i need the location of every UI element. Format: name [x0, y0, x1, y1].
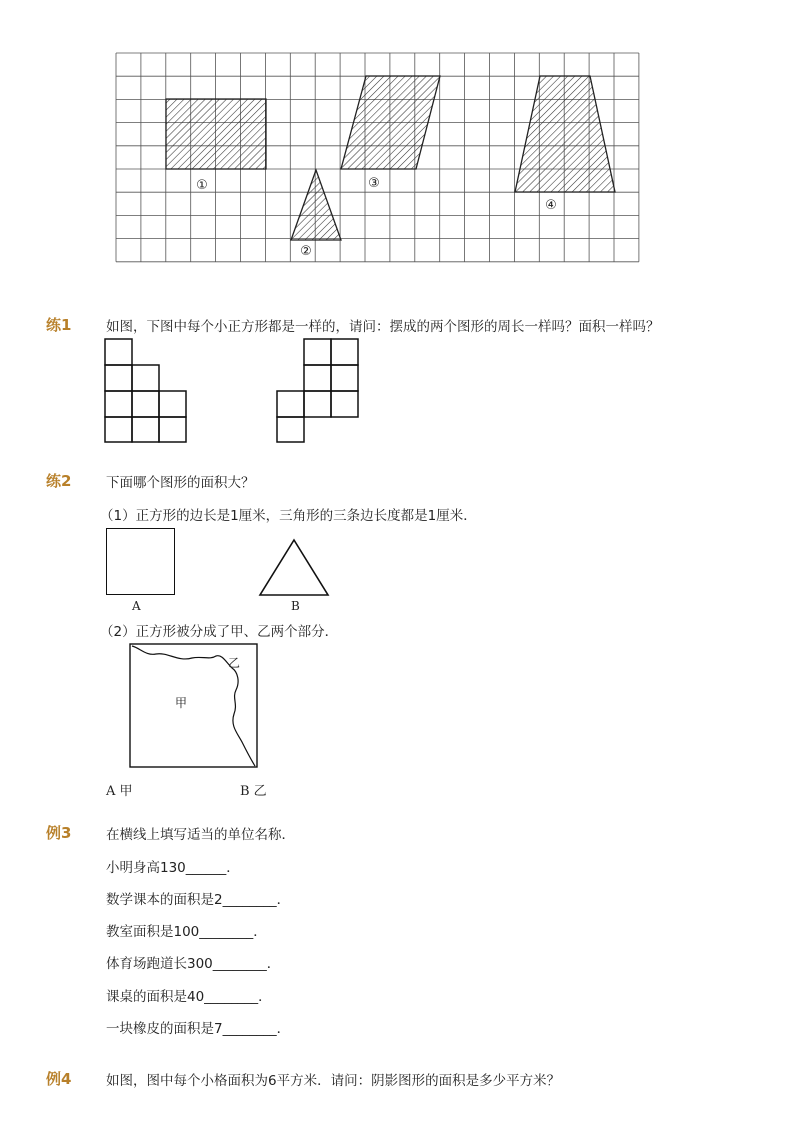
shape-3-parallelogram: [341, 76, 440, 169]
example3-instruction: 在横线上填写适当的单位名称．: [106, 827, 295, 843]
grid-figure: [0, 0, 800, 280]
example4-tag: 例4: [46, 1070, 72, 1088]
example4-question: 如图，图中每个小格面积为6平方米．请问：阴影图形的面积是多少平方米？: [106, 1073, 561, 1089]
example3-item-1: 小明身高130______．: [106, 860, 240, 876]
exercise1-figure-left: [104, 338, 194, 448]
exercise2-part1: （1）正方形的边长是1厘米，三角形的三条边长度都是1厘米．: [100, 508, 477, 524]
shape-4-label: ④: [545, 198, 557, 213]
example3-item-2: 数学课本的面积是2________．: [106, 892, 291, 908]
divided-square-figure: [128, 642, 268, 772]
exercise1-figure-right: [276, 338, 366, 448]
shape-2-label: ②: [300, 244, 312, 259]
triangle-label-b: B: [291, 599, 300, 613]
triangle-shape-b: [258, 538, 338, 608]
shape-3-label: ③: [368, 176, 380, 191]
shape-4-trapezoid: [515, 76, 615, 192]
example3-item-5: 课桌的面积是40________．: [106, 989, 272, 1005]
shape-2-triangle: [291, 170, 341, 240]
example3-tag: 例3: [46, 824, 72, 842]
example3-item-3: 教室面积是100________．: [106, 924, 267, 940]
shape-1-label: ①: [196, 178, 208, 193]
example3-item-4: 体育场跑道长300________．: [106, 956, 281, 972]
option-a: A 甲: [106, 784, 133, 799]
region-jia-label: 甲: [175, 696, 188, 710]
exercise1-tag: 练1: [46, 316, 72, 334]
exercise2-question: 下面哪个图形的面积大？: [106, 475, 255, 491]
square-shape-a: [106, 528, 175, 595]
exercise1-question: 如图，下图中每个小正方形都是一样的，请问：摆成的两个图形的周长一样吗？面积一样吗？: [106, 319, 660, 335]
option-b: B 乙: [240, 784, 267, 799]
exercise2-tag: 练2: [46, 472, 72, 490]
square-label-a: A: [132, 599, 141, 613]
region-yi-label: 乙: [228, 656, 241, 670]
exercise2-part2: （2）正方形被分成了甲、乙两个部分．: [100, 624, 339, 640]
shape-1-rectangle: [166, 99, 266, 169]
example3-item-6: 一块橡皮的面积是7________．: [106, 1021, 291, 1037]
